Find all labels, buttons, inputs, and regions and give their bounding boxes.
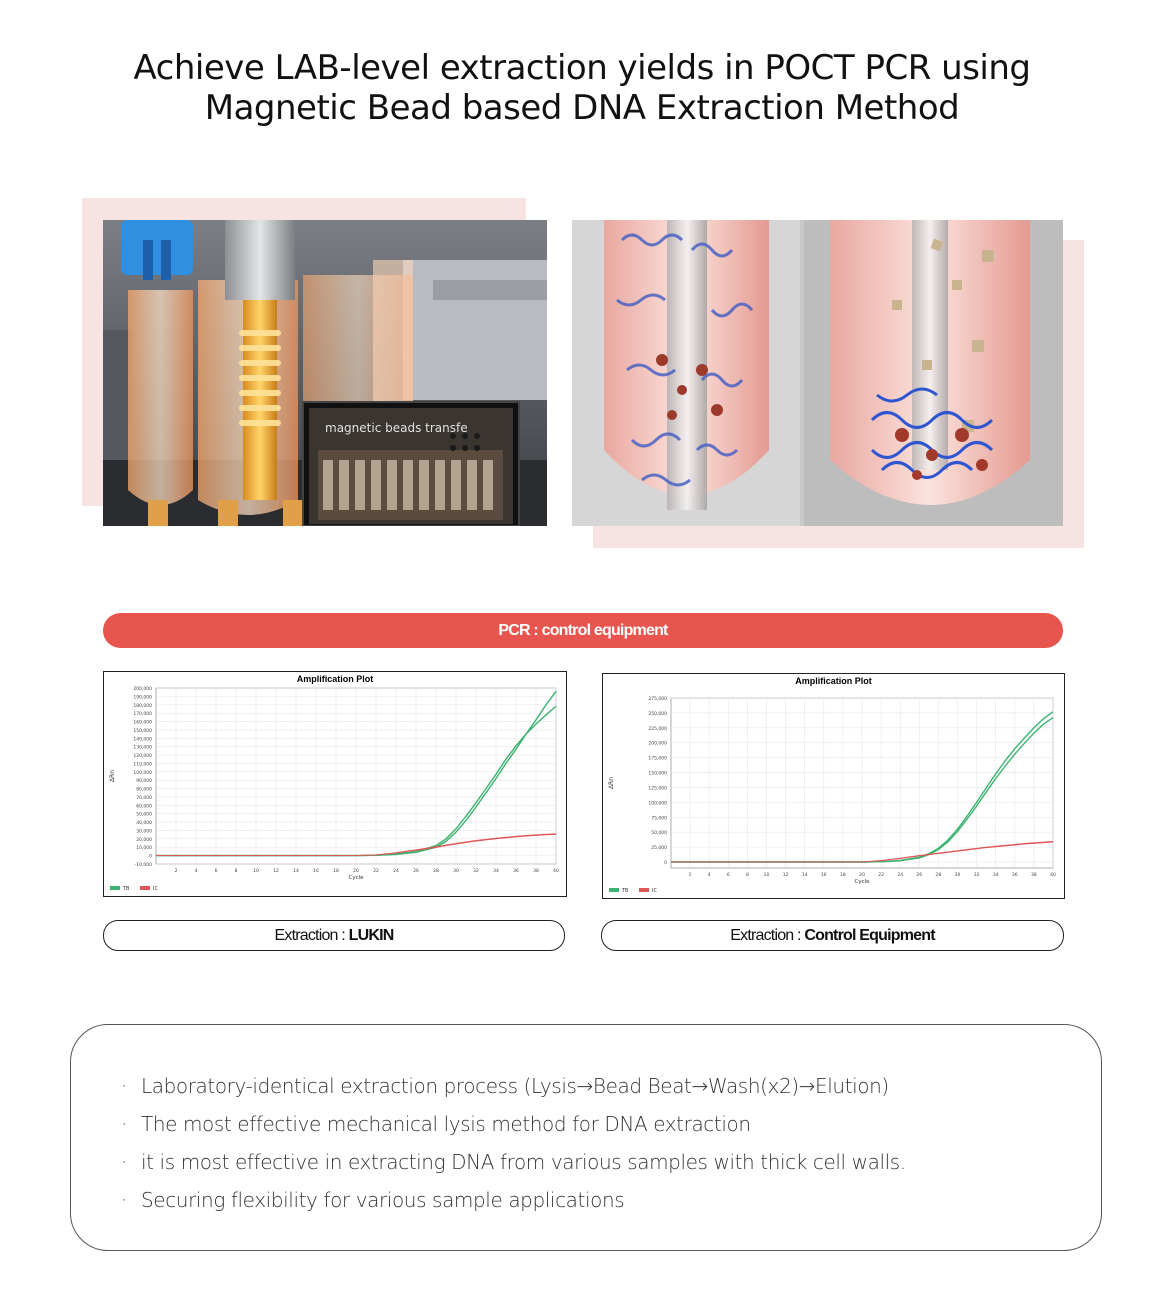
y-tick-label: 225,000	[648, 726, 667, 732]
x-tick-label: 40	[1050, 873, 1056, 878]
y-tick-label: 150,000	[133, 728, 152, 734]
page-title-line-1: Achieve LAB-level extraction yields in POCT PCR using	[133, 48, 1031, 88]
x-tick-label: 34	[992, 873, 999, 878]
y-tick-label: 170,000	[133, 712, 152, 718]
amplification-plot-control-svg	[603, 674, 1064, 898]
legend-swatch	[110, 886, 120, 890]
legend-label: TB	[123, 886, 130, 892]
y-tick-label: 75,000	[651, 816, 667, 822]
x-tick-label: 34	[493, 869, 499, 874]
x-tick-label: 4	[707, 873, 711, 878]
extraction-label-control	[601, 920, 1064, 951]
feature-item	[121, 1143, 906, 1181]
x-tick-label: 20	[859, 873, 865, 878]
y-tick-label: 20,000	[136, 837, 152, 843]
feature-text: The most effective mechanical lysis method for DNA extraction	[141, 1112, 751, 1136]
x-tick-label: 30	[453, 869, 459, 874]
y-tick-label: 70,000	[136, 795, 152, 801]
y-tick-label: 100,000	[133, 770, 152, 776]
bullet-icon: ·	[121, 1074, 127, 1098]
x-axis-label: Cycle	[348, 875, 364, 881]
x-tick-label: 20	[353, 869, 359, 874]
extraction-prefix: Extraction :	[274, 927, 349, 944]
x-tick-label: 10	[763, 873, 770, 878]
legend-swatch	[140, 886, 150, 890]
y-tick-label: 200,000	[133, 687, 152, 692]
x-tick-label: 40	[553, 869, 559, 874]
x-tick-label: 6	[726, 873, 730, 878]
extraction-label-lukin	[103, 920, 565, 951]
x-tick-label: 30	[954, 873, 961, 878]
y-tick-label: 80,000	[136, 787, 152, 793]
features-box	[70, 1024, 1102, 1251]
x-tick-label: 38	[533, 869, 539, 874]
features-list	[121, 1067, 906, 1219]
x-tick-label: 26	[413, 869, 419, 874]
x-tick-label: 26	[916, 873, 923, 878]
y-tick-label: 160,000	[133, 720, 152, 726]
x-tick-label: 38	[1031, 873, 1037, 878]
extraction-prefix: Extraction :	[730, 927, 805, 944]
x-tick-label: 36	[1011, 873, 1018, 878]
amplification-plot-control	[602, 673, 1065, 899]
feature-text: it is most effective in extracting DNA from various samples with thick cell walls.	[141, 1150, 906, 1174]
video-caption: magnetic beads transfe	[325, 421, 468, 435]
y-tick-label: 275,000	[648, 697, 667, 702]
pcr-banner-label: control equipment	[541, 622, 668, 639]
y-tick-label: 30,000	[136, 829, 152, 835]
y-tick-label: 180,000	[133, 703, 152, 709]
y-axis-label: ΔRn	[608, 776, 615, 790]
legend-swatch	[639, 888, 649, 892]
amplification-plot-lukin-svg	[104, 672, 566, 896]
x-tick-label: 16	[313, 869, 319, 874]
pcr-banner-prefix: PCR :	[498, 622, 542, 639]
bullet-icon: ·	[121, 1150, 127, 1174]
y-tick-label: 190,000	[133, 695, 152, 701]
y-tick-label: 200,000	[648, 741, 667, 747]
x-tick-label: 32	[973, 873, 980, 878]
y-tick-label: 0	[149, 854, 152, 860]
feature-item	[121, 1105, 906, 1143]
y-tick-label: 40,000	[136, 821, 152, 827]
y-tick-label: 25,000	[651, 846, 667, 852]
x-tick-label: 22	[878, 873, 884, 878]
x-tick-label: 22	[373, 869, 379, 874]
y-tick-label: 10,000	[136, 846, 152, 852]
feature-item	[121, 1067, 906, 1105]
bullet-icon: ·	[121, 1112, 127, 1136]
x-tick-label: 28	[433, 869, 439, 874]
extraction-method: Control Equipment	[804, 927, 935, 944]
x-tick-label: 8	[745, 873, 749, 878]
x-tick-label: 18	[333, 869, 339, 874]
y-tick-label: 120,000	[133, 754, 152, 760]
x-tick-label: 28	[935, 873, 942, 878]
legend-label: TB	[622, 888, 629, 894]
y-tick-label: 140,000	[133, 737, 152, 743]
x-tick-label: 6	[214, 869, 218, 874]
page-title	[0, 48, 1164, 128]
x-tick-label: 24	[897, 873, 904, 878]
chart-title: Amplification Plot	[296, 674, 374, 684]
page-title-line-2: Magnetic Bead based DNA Extraction Method	[204, 88, 960, 128]
x-tick-label: 14	[801, 873, 808, 878]
feature-text: Laboratory-identical extraction process (Lysis→Bead Beat→Wash(x2)→Elution)	[141, 1074, 889, 1098]
pcr-banner	[103, 613, 1063, 648]
y-tick-label: 250,000	[648, 711, 667, 717]
y-tick-label: 125,000	[648, 786, 667, 792]
y-tick-label: 100,000	[648, 801, 667, 807]
extraction-method: LUKIN	[348, 927, 394, 944]
amplification-plot-lukin	[103, 671, 567, 897]
feature-item	[121, 1181, 906, 1219]
x-tick-label: 10	[253, 869, 259, 874]
x-tick-label: 8	[234, 869, 238, 874]
legend-label: IC	[652, 888, 657, 894]
y-tick-label: 50,000	[136, 812, 152, 818]
x-tick-label: 18	[840, 873, 846, 878]
x-axis-label: Cycle	[854, 879, 870, 885]
feature-text: Securing flexibility for various sample applications	[141, 1188, 625, 1212]
legend-swatch	[609, 888, 619, 892]
y-tick-label: 150,000	[648, 771, 667, 777]
chart-title: Amplification Plot	[795, 676, 872, 686]
y-tick-label: 130,000	[133, 745, 152, 751]
x-tick-label: 32	[473, 869, 479, 874]
x-tick-label: 4	[194, 869, 198, 874]
y-tick-label: 50,000	[651, 831, 667, 837]
x-tick-label: 12	[273, 869, 279, 874]
y-tick-label: 175,000	[648, 756, 667, 762]
dna-binding-illustration	[572, 220, 1063, 526]
y-tick-label: -10,000	[134, 863, 152, 868]
y-axis-label: ΔRn	[109, 769, 116, 783]
x-tick-label: 14	[293, 869, 299, 874]
magnetic-bead-device-image	[103, 220, 547, 526]
x-tick-label: 16	[820, 873, 827, 878]
x-tick-label: 36	[513, 869, 519, 874]
legend-label: IC	[153, 886, 158, 892]
y-tick-label: 0	[664, 861, 667, 867]
y-tick-label: 60,000	[136, 804, 152, 810]
x-tick-label: 2	[688, 873, 692, 878]
x-tick-label: 12	[782, 873, 789, 878]
x-tick-label: 2	[174, 869, 178, 874]
bullet-icon: ·	[121, 1188, 127, 1212]
y-tick-label: 90,000	[136, 779, 152, 785]
y-tick-label: 110,000	[133, 762, 152, 768]
x-tick-label: 24	[393, 869, 399, 874]
